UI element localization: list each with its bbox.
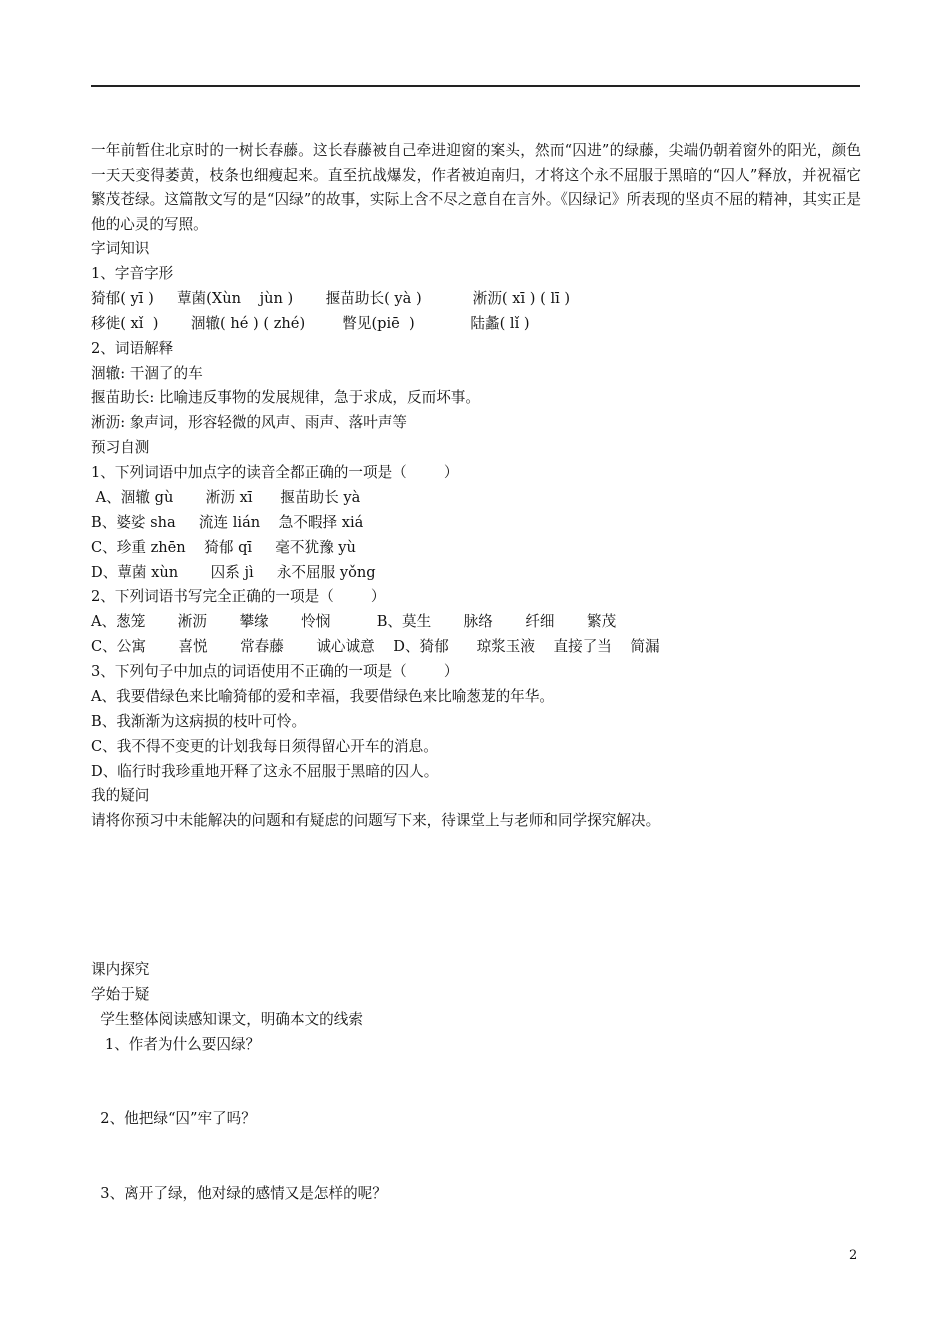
q2-options-cd: C、公寓 喜悦 常春藤 诚心诚意 D、猗郁 琼浆玉液 直接了当 简漏 <box>91 638 660 655</box>
pronunciation-row-1: 猗郁( yī ) 蕈菌(Xùn jùn ) 揠苗助长( yà ) 淅沥( xī ) ( lī ) <box>91 290 571 307</box>
q1-option-d: D、蕈菌 xùn 囚系 jì 永不屈服 yǒng <box>91 564 376 581</box>
q3-option-d: D、临行时我珍重地开释了这永不屈服于黑暗的囚人。 <box>91 763 439 780</box>
exploration-question-1: 1、作者为什么要囚绿？ <box>91 1036 261 1053</box>
q3-option-c: C、我不得不变更的计划我每日须得留心开车的消息。 <box>91 738 438 755</box>
heading-my-questions: 我的疑问 <box>91 787 150 804</box>
exploration-question-3: 3、离开了绿，他对绿的感情又是怎样的呢？ <box>91 1185 387 1202</box>
pronunciation-row-2: 移徙( xǐ ) 涸辙( hé ) ( zhé) 瞥见(piē ) 陆蠡( lǐ ) <box>91 315 530 332</box>
q1-option-a: A、涸辙 gù 淅沥 xī 揠苗助长 yà <box>91 489 361 506</box>
explanation-3: 淅沥: 象声词，形容轻微的风声、雨声、落叶声等 <box>91 414 408 431</box>
explanation-1: 涸辙: 干涸了的车 <box>91 365 203 382</box>
q3-option-a: A、我要借绿色来比喻猗郁的爱和幸福，我要借绿色来比喻葱茏的年华。 <box>91 688 554 705</box>
exploration-intro: 学生整体阅读感知课文，明确本文的线索 <box>91 1011 363 1028</box>
subheading-word-explanation: 2、词语解释 <box>91 340 174 357</box>
heading-class-exploration: 课内探究 <box>91 961 150 978</box>
subheading-learning-from-doubt: 学始于疑 <box>91 986 150 1003</box>
heading-preview-test: 预习自测 <box>91 439 150 456</box>
intro-paragraph: 一年前暂住北京时的一树长春藤。这长春藤被自己牵进迎窗的案头，然而“囚进”的绿藤，尖端仍朝着窗外的阳光，颜色一天天变得萎黄，枝条也细瘦起来。直至抗战爆发，作者被迫南归，才将这个永不屈服于黑暗的“囚人”释放，并祝福它繁茂苍绿。这篇散文写的是“囚绿”的故事，实际上含不尽之意自在言外。《囚绿记》所表现的坚贞不屈的精神，其实正是他的心灵的写照。 <box>91 142 861 234</box>
question-1: 1、下列词语中加点字的读音全都正确的一项是（ ） <box>91 464 459 481</box>
q1-option-b: B、婆娑 sha 流连 lián 急不暇择 xiá <box>91 514 364 531</box>
question-2: 2、下列词语书写完全正确的一项是（ ） <box>91 588 386 605</box>
explanation-2: 揠苗助长: 比喻违反事物的发展规律，急于求成，反而坏事。 <box>91 389 480 406</box>
q2-options-ab: A、葱笼 淅沥 攀缘 怜悯 B、莫生 脉络 纤细 繁茂 <box>91 613 617 630</box>
heading-vocab-knowledge: 字词知识 <box>91 240 150 257</box>
my-questions-instruction: 请将你预习中未能解决的问题和有疑虑的问题写下来，待课堂上与老师和同学探究解决。 <box>91 812 661 829</box>
q1-option-c: C、珍重 zhēn 猗郁 qī 毫不犹豫 yù <box>91 539 356 556</box>
subheading-pronunciation: 1、字音字形 <box>91 265 174 282</box>
q3-option-b: B、我渐渐为这病损的枝叶可怜。 <box>91 713 307 730</box>
page-number: 2 <box>849 1248 858 1263</box>
header-rule <box>91 85 860 87</box>
exploration-question-2: 2、他把绿“囚”牢了吗？ <box>91 1110 256 1127</box>
question-3: 3、下列句子中加点的词语使用不正确的一项是（ ） <box>91 663 459 680</box>
